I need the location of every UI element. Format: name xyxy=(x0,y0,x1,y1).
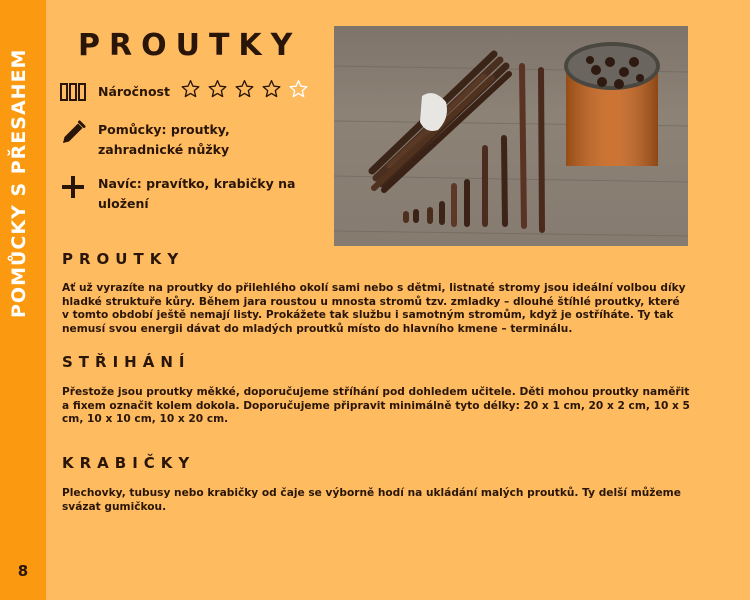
section-title-proutky: PROUTKY xyxy=(62,250,185,268)
difficulty-stars xyxy=(180,79,309,99)
plus-icon xyxy=(60,174,90,200)
star-icon xyxy=(234,79,255,99)
pencil-icon xyxy=(60,120,90,146)
star-icon xyxy=(261,79,282,99)
star-icon xyxy=(180,79,201,99)
section-title-strihani: STŘIHÁNÍ xyxy=(62,353,191,371)
star-icon xyxy=(207,79,228,99)
star-icon xyxy=(288,79,309,99)
difficulty-bars-icon xyxy=(60,79,90,105)
extra-row xyxy=(60,174,318,214)
sidebar xyxy=(0,0,46,600)
sidebar-title: POMŮCKY S PŘESAHEM xyxy=(8,48,30,318)
difficulty-row xyxy=(60,79,309,105)
tools-text: Pomůcky: proutky, zahradnické nůžky xyxy=(98,122,230,157)
twigs-photo xyxy=(334,26,688,246)
page-number: 8 xyxy=(17,562,29,580)
section-body-strihani: Přestože jsou proutky měkké, doporučujeme stříhání pod dohledem učitele. Děti mohou proutky naměřit a fixem označit kolem dokola. Doporučujeme připravit minimálně tyto délky: 20 x 1 cm, 20 x 2 cm, 10 x 5 cm, 10 x 10 cm, 10 x 20 cm. xyxy=(62,386,690,425)
section-body-proutky: Ať už vyrazíte na proutky do přilehlého okolí sami nebo s dětmi, listnaté stromy jsou ideální volbou díky hladké struktuře kůry. Během jara roustou u mnosta stromů tzv. zmladky – dlouhé štíhlé proutky, které v tomto období ještě nemají listy. Prokážete tak službu i samotným stromům, když je ostříháte. Ty tak nemusí svou energii dávat do mladých proutků místo do hlavního kmene – terminálu. xyxy=(62,282,686,335)
section-title-krabicky: KRABIČKY xyxy=(62,454,196,472)
difficulty-label: Náročnost xyxy=(98,84,170,99)
section-body-krabicky: Plechovky, tubusy nebo krabičky od čaje se výborně hodí na ukládání malých proutků. Ty delší můžeme svázat gumičkou. xyxy=(62,487,681,513)
extra-text: Navíc: pravítko, krabičky na uložení xyxy=(98,176,296,211)
tools-row xyxy=(60,120,318,160)
page-title: PROUTKY xyxy=(78,28,302,63)
